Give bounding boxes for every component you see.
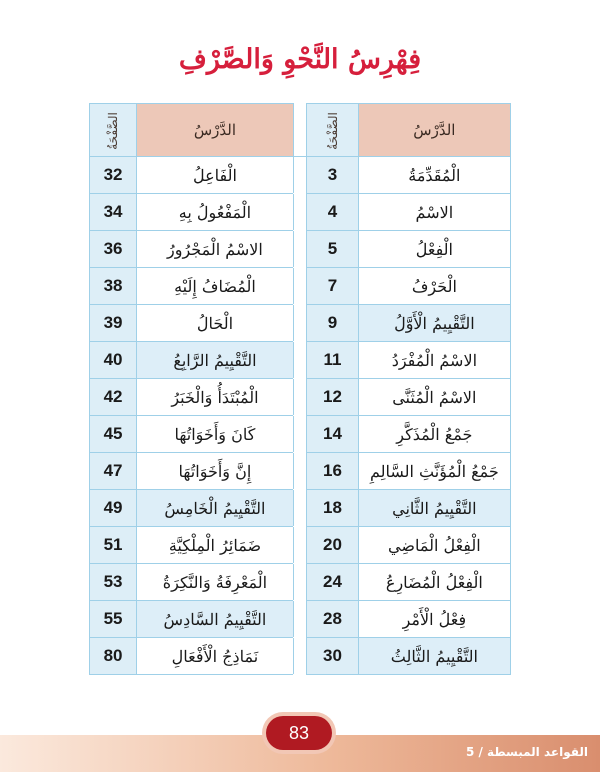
page-header-left-label: الصَّفْحَةُ — [106, 112, 121, 150]
page-cell-right: 14 — [307, 416, 359, 453]
lesson-header-left: الدَّرْسُ — [137, 104, 294, 157]
table-row — [90, 490, 511, 527]
lesson-cell-right: الاسْمُ الْمُثَنَّى — [358, 379, 510, 416]
page-cell-right: 16 — [307, 453, 359, 490]
table-row — [90, 157, 511, 194]
lesson-cell-left: كَانَ وَأَخَوَاتُهَا — [137, 416, 294, 453]
lesson-cell-right: الاسْمُ — [358, 194, 510, 231]
lesson-cell-left: ضَمَائِرُ الْمِلْكِيَّةِ — [137, 527, 294, 564]
table-row — [90, 268, 511, 305]
lesson-header-right: الدَّرْسُ — [358, 104, 510, 157]
table-row — [90, 305, 511, 342]
page-header-left — [90, 104, 137, 157]
lesson-cell-right: التَّقْيِيمُ الثَّالِثُ — [358, 638, 510, 675]
page-cell-right: 11 — [307, 342, 359, 379]
column-gap-cell — [293, 342, 306, 379]
page-cell-left: 34 — [90, 194, 137, 231]
table-body — [90, 157, 511, 675]
lesson-cell-right: التَّقْيِيمُ الْأَوَّلُ — [358, 305, 510, 342]
page-cell-right: 18 — [307, 490, 359, 527]
column-gap-cell — [293, 157, 306, 194]
page-cell-left: 49 — [90, 490, 137, 527]
page-cell-left: 55 — [90, 601, 137, 638]
column-gap-cell — [293, 194, 306, 231]
page-cell-left: 42 — [90, 379, 137, 416]
table-header-row — [90, 104, 511, 157]
page-cell-left: 51 — [90, 527, 137, 564]
page-cell-left: 39 — [90, 305, 137, 342]
page-header-right — [307, 104, 359, 157]
lesson-cell-left: التَّقْيِيمُ الرَّابِعُ — [137, 342, 294, 379]
lesson-cell-left: الْفَاعِلُ — [137, 157, 294, 194]
page-cell-right: 4 — [307, 194, 359, 231]
lesson-cell-right: الْفِعْلُ — [358, 231, 510, 268]
table-row — [90, 379, 511, 416]
lesson-cell-left: الْحَالُ — [137, 305, 294, 342]
lesson-cell-left: الْمَعْرِفَةُ وَالنَّكِرَةُ — [137, 564, 294, 601]
lesson-cell-right: التَّقْيِيمُ الثَّانِي — [358, 490, 510, 527]
page-cell-right: 7 — [307, 268, 359, 305]
page-cell-left: 38 — [90, 268, 137, 305]
table-row — [90, 638, 511, 675]
page-cell-right: 3 — [307, 157, 359, 194]
page-cell-left: 36 — [90, 231, 137, 268]
page-cell-left: 40 — [90, 342, 137, 379]
page-cell-right: 9 — [307, 305, 359, 342]
column-gap-cell — [293, 527, 306, 564]
page-cell-right: 12 — [307, 379, 359, 416]
lesson-cell-left: الْمُبْتَدَأُ وَالْخَبَرُ — [137, 379, 294, 416]
lesson-cell-left: نَمَاذِجُ الْأَفْعَالِ — [137, 638, 294, 675]
table-row — [90, 416, 511, 453]
table-row — [90, 342, 511, 379]
lesson-cell-right: الْفِعْلُ الْمَاضِي — [358, 527, 510, 564]
table-row — [90, 231, 511, 268]
page-title: فِهْرِسُ النَّحْوِ وَالصَّرْفِ — [178, 44, 422, 75]
page-cell-left: 45 — [90, 416, 137, 453]
column-gap-cell — [293, 305, 306, 342]
page-cell-right: 28 — [307, 601, 359, 638]
column-gap-cell — [293, 231, 306, 268]
lesson-cell-right: الْحَرْفُ — [358, 268, 510, 305]
page-cell-right: 24 — [307, 564, 359, 601]
table-row — [90, 453, 511, 490]
book-title: القواعد المبسطة / 5 — [465, 745, 588, 759]
column-gap-cell — [293, 268, 306, 305]
page-cell-left: 80 — [90, 638, 137, 675]
page-cell-left: 32 — [90, 157, 137, 194]
table-row — [90, 601, 511, 638]
lesson-cell-right: فِعْلُ الْأَمْرِ — [358, 601, 510, 638]
page-cell-left: 53 — [90, 564, 137, 601]
table-row — [90, 564, 511, 601]
column-gap-cell — [293, 453, 306, 490]
lesson-cell-left: الْمَفْعُولُ بِهِ — [137, 194, 294, 231]
lesson-cell-left: التَّقْيِيمُ الْخَامِسُ — [137, 490, 294, 527]
page-cell-right: 5 — [307, 231, 359, 268]
column-gap-cell — [293, 490, 306, 527]
lesson-cell-left: الاسْمُ الْمَجْرُورُ — [137, 231, 294, 268]
page-cell-left: 47 — [90, 453, 137, 490]
lesson-cell-left: التَّقْيِيمُ السَّادِسُ — [137, 601, 294, 638]
page-header-right-label: الصَّفْحَةُ — [325, 112, 340, 150]
lesson-cell-right: جَمْعُ الْمُؤَنَّثِ السَّالِمِ — [358, 453, 510, 490]
index-table-container — [89, 103, 511, 675]
table-row — [90, 527, 511, 564]
lesson-cell-right: الاسْمُ الْمُفْرَدُ — [358, 342, 510, 379]
column-gap-cell — [293, 601, 306, 638]
column-gap — [293, 104, 306, 157]
column-gap-cell — [293, 638, 306, 675]
column-gap-cell — [293, 564, 306, 601]
lesson-cell-left: الْمُضَافُ إِلَيْهِ — [137, 268, 294, 305]
lesson-cell-right: جَمْعُ الْمُذَكَّرِ — [358, 416, 510, 453]
lesson-cell-left: إِنَّ وَأَخَوَاتُهَا — [137, 453, 294, 490]
page-cell-right: 30 — [307, 638, 359, 675]
lesson-cell-right: الْمُقَدِّمَةُ — [358, 157, 510, 194]
page-cell-right: 20 — [307, 527, 359, 564]
lesson-cell-right: الْفِعْلُ الْمُضَارِعُ — [358, 564, 510, 601]
index-table — [89, 103, 511, 675]
page-number-badge: 83 — [266, 716, 332, 750]
column-gap-cell — [293, 416, 306, 453]
table-row — [90, 194, 511, 231]
column-gap-cell — [293, 379, 306, 416]
